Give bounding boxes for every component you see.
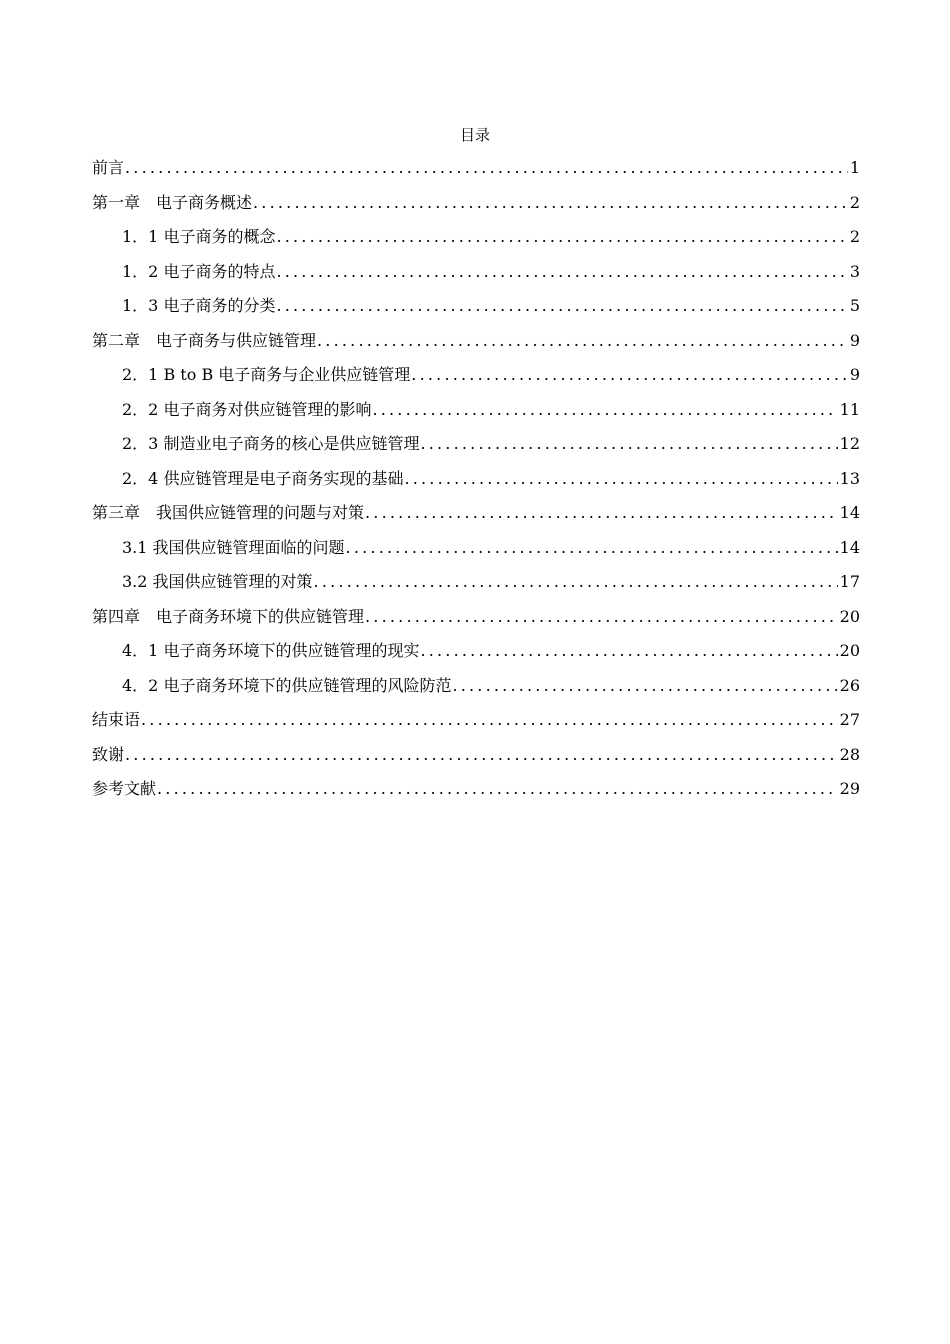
toc-entry-label: 致谢 (92, 744, 125, 764)
toc-entry-label: 3.2 我国供应链管理的对策 (122, 572, 313, 591)
toc-entry[interactable] (92, 674, 860, 709)
toc-entry[interactable] (92, 191, 860, 226)
toc-entry-label: 第三章 我国供应链管理的问题与对策 (92, 503, 365, 522)
toc-entry-page: 27 (839, 710, 860, 729)
toc-dot-leader (365, 501, 838, 525)
toc-dot-leader (157, 777, 838, 801)
toc-entry-label: 1．1 电子商务的概念 (122, 227, 276, 246)
toc-dot-leader (125, 743, 838, 767)
toc-entry-page: 14 (839, 503, 860, 522)
toc-entry-page: 12 (839, 434, 860, 453)
toc-entry-label: 第二章 电子商务与供应链管理 (92, 330, 317, 350)
toc-entry[interactable] (92, 294, 860, 329)
toc-entry[interactable] (92, 225, 860, 260)
toc-dot-leader (404, 467, 837, 491)
toc-dot-leader (276, 225, 847, 249)
toc-entry[interactable] (92, 363, 860, 398)
toc-dot-leader (125, 156, 848, 180)
toc-entry[interactable] (92, 536, 860, 571)
toc-dot-leader (253, 191, 848, 215)
toc-dot-leader (411, 363, 848, 387)
toc-entry-page: 2 (849, 192, 860, 212)
toc-dot-leader (141, 708, 838, 732)
toc-entry-page: 28 (839, 744, 860, 764)
toc-entry-label: 2．1 B to B 电子商务与企业供应链管理 (122, 365, 411, 384)
toc-entry[interactable] (92, 743, 860, 778)
toc-entry[interactable] (92, 467, 860, 502)
toc-entry[interactable] (92, 501, 860, 536)
toc-entry-label: 结束语 (92, 710, 141, 729)
toc-entry[interactable] (92, 639, 860, 674)
toc-entry-label: 3.1 我国供应链管理面临的问题 (122, 537, 345, 557)
toc-dot-leader (314, 570, 838, 594)
toc-entry[interactable] (92, 432, 860, 467)
toc-entry-page: 1 (849, 158, 860, 177)
toc-entry-label: 参考文献 (92, 779, 157, 798)
toc-entry-page: 2 (849, 227, 860, 246)
toc-entry-page: 11 (839, 399, 860, 419)
toc-entry-page: 9 (849, 365, 860, 384)
toc-entry[interactable] (92, 570, 860, 605)
toc-list (92, 156, 860, 812)
toc-dot-leader (276, 260, 847, 284)
toc-entry-page: 20 (839, 641, 860, 660)
toc-entry-label: 2．3 制造业电子商务的核心是供应链管理 (122, 434, 420, 453)
toc-entry[interactable] (92, 156, 860, 191)
toc-dot-leader (276, 294, 847, 318)
toc-entry-label: 第四章 电子商务环境下的供应链管理 (92, 606, 365, 626)
toc-entry[interactable] (92, 398, 860, 433)
toc-entry-page: 26 (839, 675, 860, 695)
toc-entry-label: 1．2 电子商务的特点 (122, 261, 276, 281)
toc-entry[interactable] (92, 708, 860, 743)
toc-entry-page: 13 (839, 468, 860, 488)
toc-dot-leader (372, 398, 837, 422)
toc-dot-leader (420, 639, 837, 663)
toc-entry-label: 2．4 供应链管理是电子商务实现的基础 (122, 468, 404, 488)
toc-entry-label: 4．2 电子商务环境下的供应链管理的风险防范 (122, 675, 452, 695)
toc-entry[interactable] (92, 260, 860, 295)
toc-entry[interactable] (92, 777, 860, 812)
toc-entry-label: 4．1 电子商务环境下的供应链管理的现实 (122, 641, 420, 660)
toc-entry-label: 前言 (92, 158, 125, 177)
toc-dot-leader (317, 329, 848, 353)
toc-entry-page: 5 (849, 296, 860, 315)
toc-entry[interactable] (92, 329, 860, 364)
toc-entry-page: 29 (839, 779, 860, 798)
toc-entry-page: 9 (849, 330, 860, 350)
toc-entry-label: 1．3 电子商务的分类 (122, 296, 276, 315)
toc-dot-leader (452, 674, 837, 698)
toc-dot-leader (420, 432, 837, 456)
toc-title: 目录 (459, 126, 490, 144)
toc-entry-page: 14 (839, 537, 860, 557)
toc-entry-page: 20 (839, 606, 860, 626)
toc-entry-page: 3 (849, 261, 860, 281)
toc-entry[interactable] (92, 605, 860, 640)
toc-entry-label: 第一章 电子商务概述 (92, 192, 253, 212)
toc-dot-leader (346, 536, 838, 560)
toc-entry-label: 2．2 电子商务对供应链管理的影响 (122, 399, 372, 419)
toc-entry-page: 17 (839, 572, 860, 591)
toc-dot-leader (365, 605, 838, 629)
